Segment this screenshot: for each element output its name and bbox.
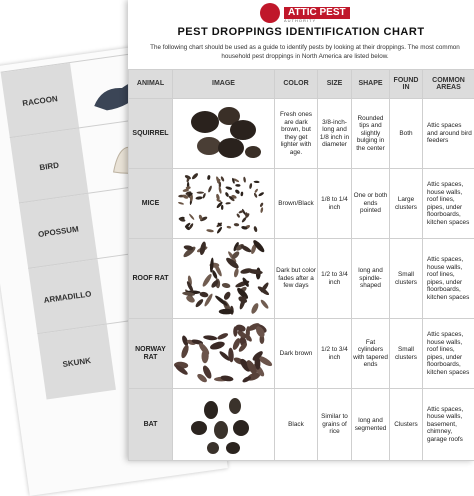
- size-cell: 3/8-inch-long and 1/8 inch in diameter: [318, 99, 352, 169]
- dropping-pellet: [216, 226, 223, 234]
- dropping-pellet: [188, 213, 195, 220]
- dropping-pellet: [209, 340, 226, 351]
- dropping-pellet: [240, 191, 243, 196]
- dropping-pellet: [249, 182, 253, 188]
- norway-rat-droppings-image: [173, 320, 273, 388]
- dropping-pellet: [221, 204, 223, 209]
- common-areas-cell: Attic spaces, house walls, roof lines, pipes, under floorboards, kitchen spaces: [423, 319, 474, 389]
- header-animal: ANIMAL: [129, 70, 173, 99]
- header-image: IMAGE: [173, 70, 275, 99]
- found-in-cell: Clusters: [390, 389, 423, 461]
- back-animal-label: BIRD: [10, 128, 89, 203]
- dropping-pellet: [202, 192, 206, 198]
- dropping-pellet: [201, 272, 213, 287]
- header-color: COLOR: [275, 70, 318, 99]
- logo-subtext: AUTHORITY: [284, 18, 316, 23]
- dropping-pellet: [253, 192, 258, 198]
- dropping-pellet: [206, 228, 214, 232]
- shape-cell: One or both ends pointed: [352, 169, 390, 239]
- header-size: SIZE: [318, 70, 352, 99]
- common-areas-cell: Attic spaces, house walls, roof lines, pipes, under floorboards, kitchen spaces: [423, 239, 474, 319]
- color-cell: Black: [275, 389, 318, 461]
- animal-cell: SQUIRREL: [129, 99, 173, 169]
- shape-cell: long and spindle-shaped: [352, 239, 390, 319]
- squirrel-droppings-image: [173, 100, 273, 168]
- dropping-pellet: [240, 267, 253, 275]
- dropping-pellet: [220, 175, 225, 181]
- dropping-pellet: [199, 291, 209, 298]
- dropping-pellet: [197, 191, 205, 193]
- common-areas-cell: Attic spaces and around bird feeders: [423, 99, 474, 169]
- dropping-pellet: [254, 188, 258, 193]
- size-cell: 1/2 to 3/4 inch: [318, 239, 352, 319]
- table-row: [129, 169, 474, 239]
- header-found-in: FOUND IN: [390, 70, 423, 99]
- found-in-cell: Small clusters: [390, 319, 423, 389]
- dropping-pellet: [203, 334, 217, 340]
- chart-intro-text: The following chart should be used as a guide to identify pests by looking at their droppings. The most common household pest droppings in North America are listed below.: [136, 43, 474, 61]
- found-in-cell: Both: [390, 99, 423, 169]
- common-areas-cell: Attic spaces, house walls, roof lines, pipes, under floorboards, kitchen spaces: [423, 169, 474, 239]
- table-header-row: [129, 70, 474, 99]
- back-animal-label: ARMADILLO: [28, 259, 107, 334]
- mice-droppings-image: [173, 170, 273, 238]
- table-row: [129, 319, 474, 389]
- dropping-pellet: [254, 180, 260, 183]
- back-animal-label: OPOSSUM: [19, 194, 98, 269]
- bat-droppings-image: [173, 390, 273, 460]
- logo-emblem-icon: [260, 3, 280, 23]
- back-animal-label: SKUNK: [37, 324, 116, 399]
- image-cell: [173, 169, 275, 239]
- header-shape: SHAPE: [352, 70, 390, 99]
- attic-pest-logo: [260, 2, 372, 24]
- dropping-pellet: [223, 290, 232, 300]
- dropping-pellet: [207, 174, 211, 179]
- animal-cell: MICE: [129, 169, 173, 239]
- dropping-pellet: [234, 222, 240, 226]
- dropping-pellet: [195, 196, 203, 200]
- dropping-pellet: [232, 177, 236, 183]
- dropping-pellet: [194, 297, 204, 307]
- dropping-pellet: [219, 308, 234, 314]
- logo-text: ATTIC PEST: [284, 7, 350, 19]
- image-cell: [173, 99, 275, 169]
- dropping-pellet: [260, 207, 264, 213]
- dropping-pellet: [218, 186, 222, 194]
- dropping-pellet: [225, 202, 230, 205]
- common-areas-cell: Attic spaces, house walls, basement, chimney, garage roofs: [423, 389, 474, 461]
- image-cell: [173, 319, 275, 389]
- table-row: [129, 99, 474, 169]
- dropping-pellet: [243, 176, 246, 182]
- roof-rat-droppings-image: [173, 240, 273, 318]
- dropping-pellet: [235, 183, 240, 186]
- dropping-pellet: [225, 185, 232, 190]
- chart-title: PEST DROPPINGS IDENTIFICATION CHART: [128, 26, 474, 38]
- image-cell: [173, 389, 275, 461]
- dropping-pellet: [253, 225, 258, 232]
- color-cell: Brown/Black: [275, 169, 318, 239]
- color-cell: Dark brown: [275, 319, 318, 389]
- dropping-pellet: [233, 267, 239, 277]
- droppings-table: [128, 69, 474, 461]
- dropping-pellet: [236, 213, 240, 218]
- found-in-cell: Small clusters: [390, 239, 423, 319]
- dropping-pellet: [234, 188, 240, 194]
- shape-cell: Fat cylinders with tapered ends: [352, 319, 390, 389]
- dropping-pellet: [180, 343, 190, 358]
- dropping-pellet: [216, 193, 221, 200]
- size-cell: Similar to grains of rice: [318, 389, 352, 461]
- dropping-pellet: [250, 302, 260, 315]
- animal-cell: NORWAY RAT: [129, 319, 173, 389]
- dropping-pellet: [191, 172, 199, 180]
- color-cell: Fresh ones are dark brown, but they get lighter with age.: [275, 99, 318, 169]
- dropping-pellet: [259, 202, 263, 207]
- size-cell: 1/8 to 1/4 inch: [318, 169, 352, 239]
- dropping-pellet: [226, 225, 231, 228]
- dropping-pellet: [207, 185, 212, 193]
- color-cell: Dark but color fades after a few days: [275, 239, 318, 319]
- animal-cell: BAT: [129, 389, 173, 461]
- dropping-pellet: [221, 282, 230, 288]
- found-in-cell: Large clusters: [390, 169, 423, 239]
- dropping-pellet: [260, 298, 270, 309]
- shape-cell: long and segmented: [352, 389, 390, 461]
- animal-cell: ROOF RAT: [129, 239, 173, 319]
- shape-cell: Rounded tips and slightly bulging in the center: [352, 99, 390, 169]
- dropping-pellet: [216, 331, 228, 340]
- main-chart-sheet: [128, 0, 474, 461]
- header-common-areas: COMMON AREAS: [423, 70, 474, 99]
- dropping-pellet: [258, 191, 265, 196]
- image-cell: [173, 239, 275, 319]
- size-cell: 1/2 to 3/4 inch: [318, 319, 352, 389]
- table-row: [129, 389, 474, 461]
- dropping-pellet: [178, 201, 185, 205]
- back-animal-label: RACOON: [1, 63, 80, 138]
- table-row: [129, 239, 474, 319]
